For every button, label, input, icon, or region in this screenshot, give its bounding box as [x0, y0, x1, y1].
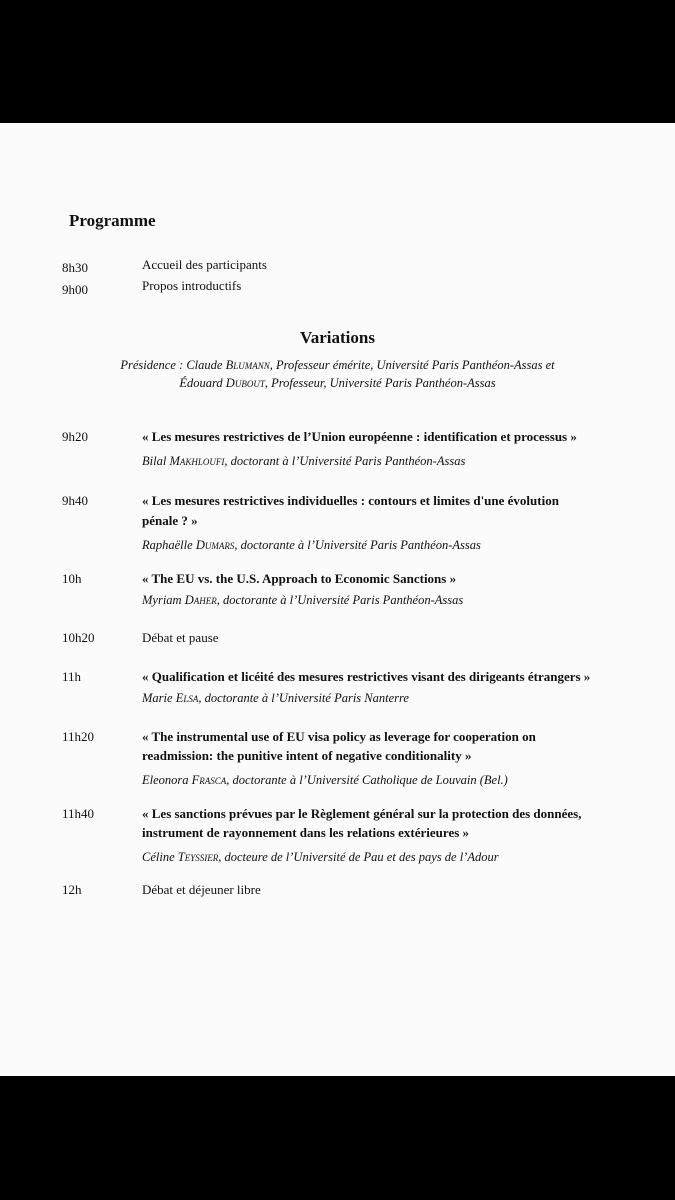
- talk-title: « The EU vs. the U.S. Approach to Economic Sanctions »: [142, 571, 457, 586]
- lunch-text: Débat et déjeuner libre: [142, 882, 261, 897]
- talk-title: « Les sanctions prévues par le Règlement général sur la protection des données,: [142, 806, 582, 821]
- time-11h: 11h: [62, 669, 82, 684]
- talk-author: Myriam Daher, doctorante à l’Université Paris Panthéon-Assas: [142, 593, 464, 607]
- talk-author: Eleonora Frasca, doctorante à l’Université Catholique de Louvain (Bel.): [142, 773, 508, 787]
- talk-title: « Les mesures restrictives individuelles : contours et limites d'une évolution: [142, 493, 559, 508]
- talk-title-cont: instrument de rayonnement dans les relations extérieures »: [142, 825, 470, 840]
- intro-remarks-text: Propos introductifs: [142, 278, 242, 293]
- time-11h20: 11h20: [62, 729, 95, 744]
- break-text: Débat et pause: [142, 630, 219, 645]
- time-11h40: 11h40: [62, 806, 95, 821]
- talk-title: « Qualification et licéité des mesures restrictives visant des dirigeants étrangers »: [142, 669, 591, 684]
- talk-author: Raphaëlle Dumars, doctorante à l’Université Paris Panthéon-Assas: [142, 538, 481, 552]
- time-9h00: 9h00: [62, 282, 88, 297]
- talk-author: Bilal Makhloufi, doctorant à l’Université Paris Panthéon-Assas: [142, 454, 466, 468]
- welcome-text: Accueil des participants: [142, 257, 267, 272]
- presidence-line-2: Édouard Dubout, Professeur, Université Paris Panthéon-Assas: [179, 376, 496, 390]
- section-title: Variations: [300, 328, 375, 347]
- time-8h30: 8h30: [62, 260, 88, 275]
- time-10h20: 10h20: [62, 630, 95, 645]
- presidence-line-1: Présidence : Claude Blumann, Professeur émérite, Université Paris Panthéon-Assas et: [120, 358, 555, 372]
- programme-heading: Programme: [69, 211, 156, 230]
- time-9h40: 9h40: [62, 493, 88, 508]
- talk-title-cont: pénale ? »: [142, 513, 198, 528]
- time-9h20: 9h20: [62, 429, 88, 444]
- document-page: [0, 123, 675, 1076]
- talk-author: Céline Teyssier, docteure de l’Université de Pau et des pays de l’Adour: [142, 850, 499, 864]
- talk-title: « Les mesures restrictives de l’Union européenne : identification et processus »: [142, 429, 577, 444]
- talk-title-cont: readmission: the punitive intent of negative conditionality »: [142, 748, 472, 763]
- time-10h: 10h: [62, 571, 82, 586]
- time-12h: 12h: [62, 882, 82, 897]
- talk-title: « The instrumental use of EU visa policy as leverage for cooperation on: [142, 729, 536, 744]
- talk-author: Marie Elsa, doctorante à l’Université Paris Nanterre: [142, 691, 409, 705]
